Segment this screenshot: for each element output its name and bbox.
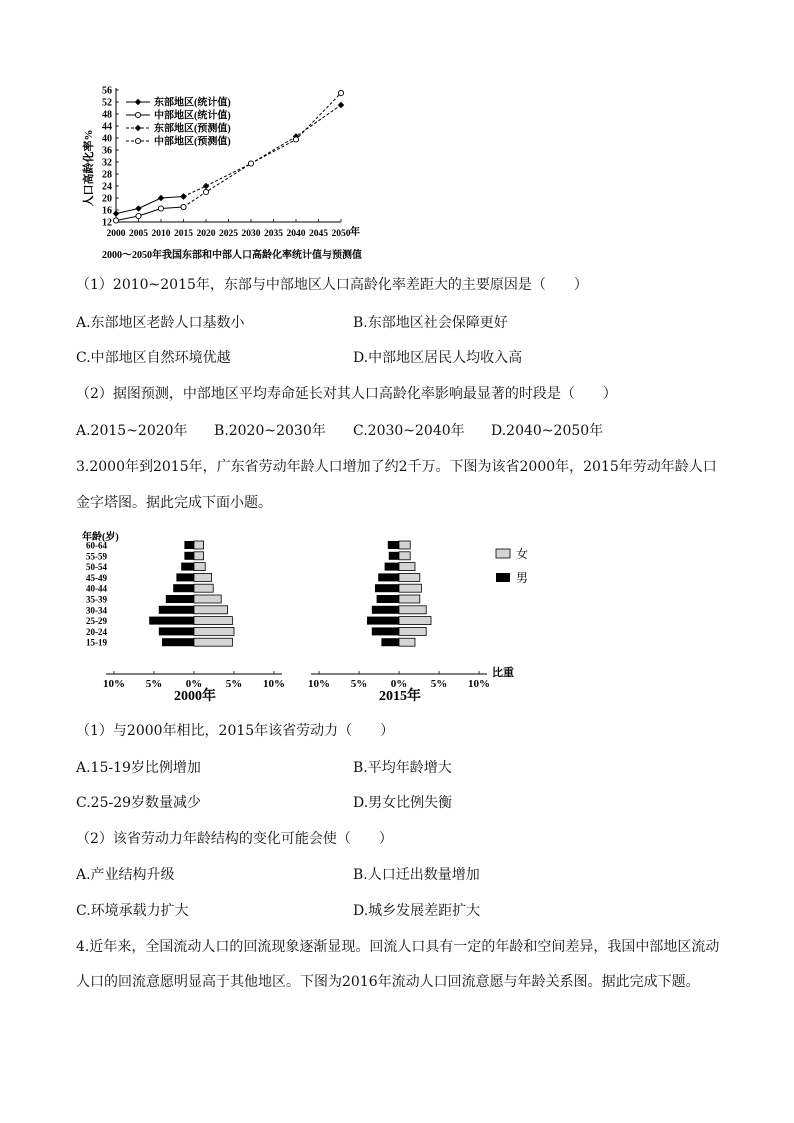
pyramid-tick-label: 10% [308, 678, 330, 690]
bar-male-0 [162, 638, 194, 646]
series-point-2 [180, 193, 186, 199]
series-point-0 [158, 195, 164, 201]
q3-sub1-option-c[interactable]: C.25-29岁数量减少 [76, 795, 202, 811]
bar-male-1 [377, 595, 399, 603]
x-tick-label: 2005 [129, 229, 148, 239]
pyramid-tick-label: 10% [468, 678, 490, 690]
legend-label-1: 中部地区(统计值) [154, 110, 231, 122]
series-line-1 [116, 207, 184, 221]
q2-sub2-option-c[interactable]: C.2030~2040年 [353, 423, 465, 439]
q3-intro-line2: 金字塔图。据此完成下面小题。 [76, 495, 272, 511]
series-point-3 [338, 90, 343, 95]
q3-sub1-option-d[interactable]: D.男女比例失衡 [353, 795, 453, 811]
y-tick-label: 28 [102, 169, 112, 181]
series-point-3 [203, 189, 208, 194]
legend-marker-3 [135, 138, 140, 143]
age-group-label: 55-59 [86, 551, 107, 562]
q2-sub1-text: （1）2010~2015年，东部与中部地区人口高龄化率差距大的主要原因是（ ） [76, 277, 588, 293]
bar-male-0 [149, 617, 194, 625]
legend-label-2: 东部地区(预测值) [154, 123, 231, 135]
bar-female-1 [399, 595, 420, 603]
bar-male-1 [378, 573, 399, 581]
series-point-1 [158, 206, 163, 211]
bar-female-0 [194, 638, 232, 646]
q3-intro-line1: 3.2000年到2015年，广东省劳动年龄人口增加了约2千万。下图为该省2000年，2015年劳动年龄人口 [76, 459, 717, 475]
q4-intro-line1: 4.近年来，全国流动人口的回流现象逐渐显现。回流人口具有一定的年龄和空间差异，我国中部地区流动 [76, 939, 720, 955]
bar-female-0 [194, 617, 232, 625]
bar-female-0 [194, 595, 221, 603]
q3-sub1-option-b[interactable]: B.平均年龄增大 [353, 760, 452, 776]
y-tick-label: 16 [102, 205, 112, 217]
pyramid-tick-label: 5% [350, 678, 368, 690]
q3-sub2-text: （2）该省劳动力年龄结构的变化可能会使（ ） [76, 831, 393, 847]
bar-male-1 [389, 552, 399, 560]
x-tick-label: 2035 [264, 229, 283, 239]
bar-female-0 [194, 627, 234, 635]
bar-female-0 [194, 541, 204, 549]
series-line-0 [116, 197, 184, 214]
pyramid-tick-label: 0% [185, 678, 203, 690]
series-point-0 [113, 210, 119, 216]
bar-male-1 [372, 627, 399, 635]
legend-marker-1 [135, 112, 140, 117]
legend-marker-0 [135, 99, 141, 105]
bar-male-0 [176, 573, 194, 581]
age-group-label: 35-39 [86, 594, 107, 605]
bar-female-0 [194, 606, 228, 614]
pyramid-tick-label: 5% [145, 678, 163, 690]
x-tick-label: 2040 [286, 229, 306, 239]
pyramid-tick-label: 10% [103, 678, 125, 690]
q2-sub1-option-b[interactable]: B.东部地区社会保障更好 [353, 315, 508, 331]
bar-male-1 [388, 541, 399, 549]
x-tick-label: 2020 [196, 229, 216, 239]
bar-male-0 [159, 627, 194, 635]
q2-sub1-option-a[interactable]: A.东部地区老龄人口基数小 [76, 315, 245, 331]
q4-intro-line2: 人口的回流意愿明显高于其他地区。下图为2016年流动人口回流意愿与年龄关系图。据此完成下题。 [76, 974, 700, 990]
q3-sub1-option-a[interactable]: A.15-19岁比例增加 [76, 760, 201, 776]
y-tick-label: 36 [102, 145, 112, 157]
age-group-label: 15-19 [86, 637, 107, 648]
q2-sub2-option-b[interactable]: B.2020~2030年 [214, 423, 326, 439]
pyramid-tick-label: 5% [430, 678, 448, 690]
y-tick-label: 48 [102, 109, 112, 121]
pyramid-2015-title: 2015年 [379, 689, 421, 704]
y-tick-label: 56 [102, 85, 112, 97]
series-point-1 [113, 218, 118, 223]
legend-female-swatch [496, 549, 510, 558]
bar-female-0 [194, 552, 204, 560]
legend-marker-2 [135, 125, 141, 131]
age-group-label: 60-64 [86, 540, 107, 551]
x-tick-label: 2015 [174, 229, 193, 239]
q2-sub1-option-c[interactable]: C.中部地区自然环境优越 [76, 350, 231, 366]
bar-female-1 [399, 627, 426, 635]
bar-male-0 [184, 552, 194, 560]
bar-female-1 [399, 573, 420, 581]
q2-sub2-text: （2）据图预测，中部地区平均寿命延长对其人口高龄化率影响最显著的时段是（ ） [76, 386, 617, 402]
x-tick-label: 2030 [241, 229, 261, 239]
y-tick-label: 32 [102, 157, 112, 169]
y-tick-label: 20 [102, 193, 112, 205]
pyramid-2000-title: 2000年 [174, 689, 216, 704]
x-tick-label: 2025 [219, 229, 238, 239]
y-tick-label: 24 [102, 181, 112, 193]
age-group-label: 25-29 [86, 616, 107, 627]
bar-female-1 [399, 606, 426, 614]
legend-label-0: 东部地区(统计值) [154, 97, 231, 109]
pyramid-age-label: 年龄(岁) [82, 532, 119, 543]
y-tick-label: 44 [102, 121, 112, 133]
y-axis-label: 人口高龄化率% [83, 129, 95, 207]
bar-male-1 [372, 606, 399, 614]
pyramid-ratio-label: 比重 [492, 667, 514, 679]
series-point-1 [136, 213, 141, 218]
bar-male-0 [166, 595, 194, 603]
series-point-2 [203, 183, 209, 189]
bar-female-1 [399, 617, 431, 625]
bar-male-1 [381, 638, 399, 646]
aging-rate-line-chart [70, 80, 410, 265]
chart-title: 2000～2050年我国东部和中部人口高龄化率统计值与预测值 [102, 250, 362, 261]
y-tick-label: 12 [102, 217, 112, 229]
bar-male-0 [181, 563, 194, 571]
x-tick-label: 2000 [106, 229, 126, 239]
pyramid-tick-label: 0% [390, 678, 408, 690]
q3-sub2-option-b[interactable]: B.人口迁出数量增加 [353, 867, 480, 883]
age-group-label: 45-49 [86, 572, 107, 583]
pyramid-tick-label: 5% [225, 678, 243, 690]
q2-sub1-option-d[interactable]: D.中部地区居民人均收入高 [353, 350, 523, 366]
x-tick-label: 2050 [331, 229, 351, 239]
bar-female-1 [399, 552, 410, 560]
legend-female-label: 女 [516, 547, 529, 561]
x-tick-label: 2045 [309, 229, 328, 239]
bar-female-1 [399, 563, 415, 571]
bar-male-1 [385, 563, 399, 571]
age-group-label: 30-34 [86, 605, 107, 616]
age-group-label: 50-54 [86, 562, 107, 573]
age-group-label: 20-24 [86, 626, 107, 637]
age-group-label: 40-44 [86, 583, 107, 594]
bar-female-0 [194, 563, 205, 571]
y-tick-label: 52 [102, 97, 112, 109]
bar-male-0 [184, 541, 194, 549]
x-tick-label: 2010 [151, 229, 171, 239]
series-point-3 [181, 204, 186, 209]
bar-female-0 [194, 584, 213, 592]
pyramid-tick-label: 10% [263, 678, 285, 690]
legend-male-swatch [496, 573, 510, 582]
series-point-3 [248, 161, 253, 166]
bar-male-1 [375, 584, 399, 592]
legend-label-3: 中部地区(预测值) [154, 136, 231, 148]
y-tick-label: 40 [102, 133, 112, 145]
q2-sub2-option-d[interactable]: D.2040~2050年 [491, 423, 604, 439]
x-axis-unit: 年 [350, 227, 360, 238]
series-point-0 [135, 205, 141, 211]
series-point-3 [293, 137, 298, 142]
bar-female-1 [399, 638, 415, 646]
legend-male-label: 男 [516, 571, 529, 585]
bar-female-0 [194, 573, 212, 581]
q3-sub2-option-c[interactable]: C.环境承载力扩大 [76, 903, 189, 919]
q3-sub2-option-a[interactable]: A.产业结构升级 [76, 867, 175, 883]
bar-male-1 [367, 617, 399, 625]
q3-sub1-text: （1）与2000年相比，2015年该省劳动力（ ） [76, 723, 395, 739]
bar-female-1 [399, 541, 410, 549]
q2-sub2-option-a[interactable]: A.2015~2020年 [76, 423, 188, 439]
bar-male-0 [159, 606, 194, 614]
q3-sub2-option-d[interactable]: D.城乡发展差距扩大 [353, 903, 481, 919]
bar-male-0 [173, 584, 194, 592]
labor-pyramid-chart [76, 526, 536, 706]
series-point-2 [338, 102, 344, 108]
bar-female-1 [399, 584, 421, 592]
